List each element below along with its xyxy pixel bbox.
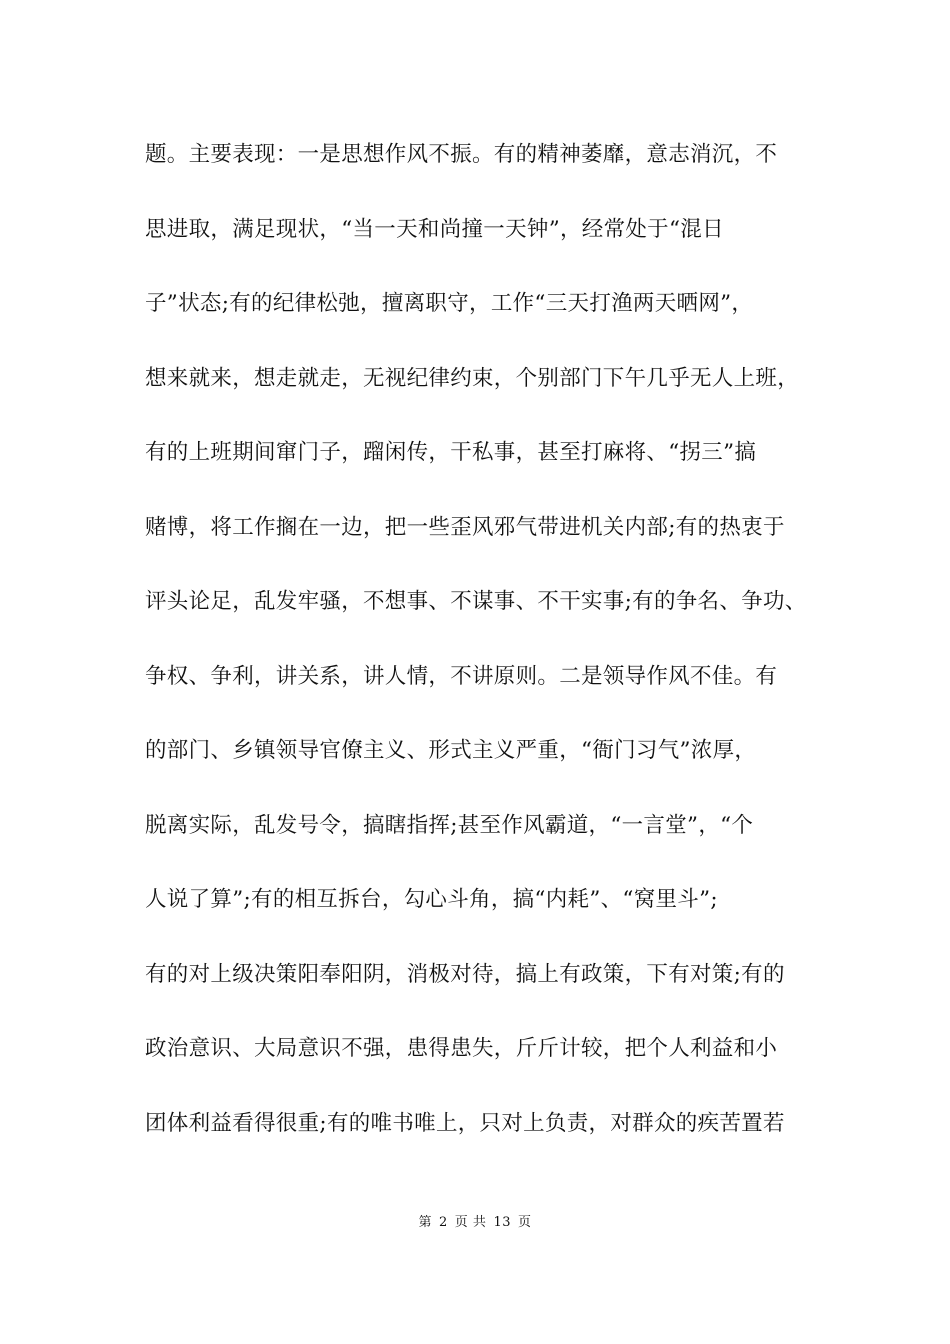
text-line: 题。主要表现：一是思想作风不振。有的精神萎靡，意志消沉，不 [145, 142, 778, 167]
text-line: 人说了算”;有的相互拆台，勾心斗角，搞“内耗”、“窝里斗”; [145, 887, 718, 912]
text-line: 有的对上级决策阳奉阳阴，消极对待，搞上有政策，下有对策;有的 [145, 961, 785, 987]
text-line: 有的上班期间窜门子，蹓闲传，干私事，甚至打麻将、“拐三”搞 [145, 440, 757, 465]
text-line: 子”状态;有的纪律松弛，擅离职守，工作“三天打渔两天晒网”， [145, 291, 754, 316]
text-line: 团体利益看得很重;有的唯书唯上，只对上负责，对群众的疾苦置若 [145, 1110, 785, 1136]
text-line: 思进取，满足现状，“当一天和尚撞一天钟”，经常处于“混日 [145, 216, 724, 242]
footer-prefix: 第 [418, 1215, 433, 1230]
footer-suffix: 页 [517, 1215, 532, 1230]
footer-middle: 页 共 [454, 1215, 487, 1230]
text-line: 评头论足，乱发牢骚，不想事、不谋事、不干实事;有的争名、争功、 [145, 589, 807, 614]
text-line: 争权、争利，讲关系，讲人情，不讲原则。二是领导作风不佳。有 [145, 663, 778, 689]
text-line: 想来就来，想走就走，无视纪律约束，个别部门下午几乎无人上班， [145, 365, 800, 391]
page-footer [0, 1211, 950, 1230]
body-text [145, 136, 820, 1179]
current-page-number: 2 [439, 1215, 448, 1230]
text-line: 政治意识、大局意识不强，患得患失，斤斤计较，把个人利益和小 [145, 1036, 778, 1061]
text-line: 脱离实际，乱发号令，搞瞎指挥;甚至作风霸道，“一言堂”，“个 [145, 812, 754, 838]
total-page-count: 13 [493, 1215, 511, 1230]
text-line: 的部门、乡镇领导官僚主义、形式主义严重，“衙门习气”浓厚， [145, 738, 757, 763]
text-line: 赌博，将工作搁在一边，把一些歪风邪气带进机关内部;有的热衷于 [145, 514, 785, 540]
